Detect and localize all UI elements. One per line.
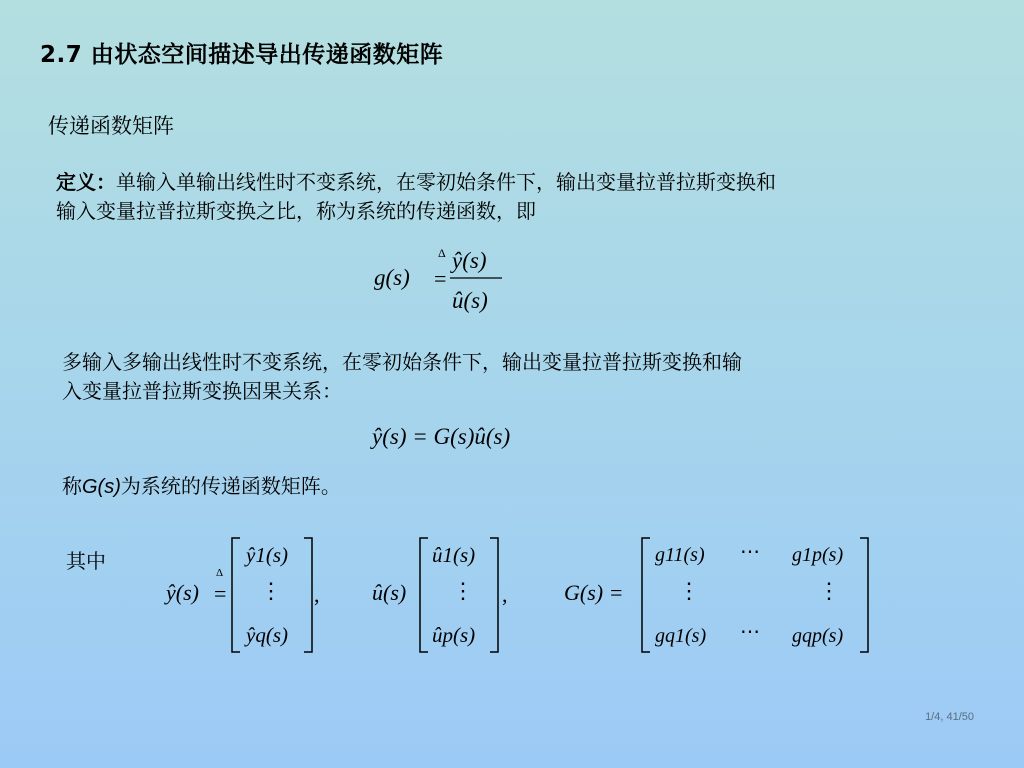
matrix-cell: gq1(s): [655, 625, 707, 647]
u-vector-definition: [368, 530, 528, 660]
conclusion-sentence: [62, 472, 341, 502]
y-vector-definition: [160, 530, 330, 660]
y-vector-lhs: ŷ(s): [166, 580, 199, 605]
slide-title: 2.7 由状态空间描述导出传递函数矩阵: [40, 42, 444, 68]
mimo-formula-text: ŷ(s) = G(s)û(s): [372, 424, 511, 449]
siso-denominator: û(s): [452, 288, 488, 313]
matrix-cell: ⋮: [678, 578, 700, 603]
definition-text-line2: 输入变量拉普拉斯变换之比，称为系统的传递函数，即: [56, 199, 536, 223]
left-bracket: [642, 538, 650, 652]
svg-text:=: =: [214, 581, 227, 606]
matrix-cell: ⋮: [818, 578, 840, 603]
definition-paragraph: [56, 168, 996, 226]
u-vector-entry: û1(s): [432, 543, 476, 567]
conclusion-suffix: 为系统的传递函数矩阵。: [120, 474, 341, 498]
matrix-cell: ⋯: [740, 541, 760, 563]
matrix-cell: g1p(s): [792, 544, 844, 566]
defined-as-symbol: Δ: [216, 567, 224, 579]
where-label: 其中: [66, 549, 106, 573]
section-heading: 传递函数矩阵: [48, 114, 174, 138]
right-bracket: [304, 538, 312, 652]
defined-as-symbol: Δ: [438, 246, 446, 260]
left-bracket: [420, 538, 428, 652]
u-vector-lhs: û(s): [372, 580, 407, 605]
y-vector-entry: ŷq(s): [246, 623, 288, 647]
definition-text-line1: 单输入单输出线性时不变系统，在零初始条件下，输出变量拉普拉斯变换和: [116, 170, 776, 194]
svg-text:,: ,: [314, 582, 320, 607]
mimo-relation-formula: [368, 418, 568, 454]
conclusion-symbol: G(s): [82, 476, 121, 498]
mimo-text-line2: 入变量拉普拉斯变换因果关系：: [62, 379, 342, 403]
u-vector-entry: ⋮: [452, 578, 474, 603]
siso-numerator: ŷ(s): [452, 248, 487, 273]
siso-lhs: g(s): [374, 265, 410, 290]
g-matrix-lhs: G(s) =: [564, 580, 624, 605]
right-bracket: [860, 538, 868, 652]
mimo-paragraph: [62, 348, 962, 406]
y-vector-entry: ⋮: [260, 578, 282, 603]
transfer-matrix-definition: [560, 530, 880, 660]
mimo-text-line1: 多输入多输出线性时不变系统，在零初始条件下，输出变量拉普拉斯变换和输: [62, 350, 742, 374]
page-number: 1/4, 41/50: [925, 711, 974, 723]
svg-text:=: =: [434, 266, 447, 291]
conclusion-prefix: 称: [62, 474, 82, 498]
y-vector-entry: ŷ1(s): [246, 543, 288, 567]
matrix-cell: g11(s): [655, 544, 705, 566]
right-bracket: [490, 538, 498, 652]
svg-text:,: ,: [502, 582, 508, 607]
definition-label: 定义：: [56, 170, 116, 194]
u-vector-entry: ûp(s): [432, 623, 476, 647]
siso-transfer-function-formula: [370, 238, 520, 318]
matrix-cell: ⋯: [740, 621, 760, 643]
left-bracket: [232, 538, 240, 652]
matrix-cell: gqp(s): [792, 625, 844, 647]
